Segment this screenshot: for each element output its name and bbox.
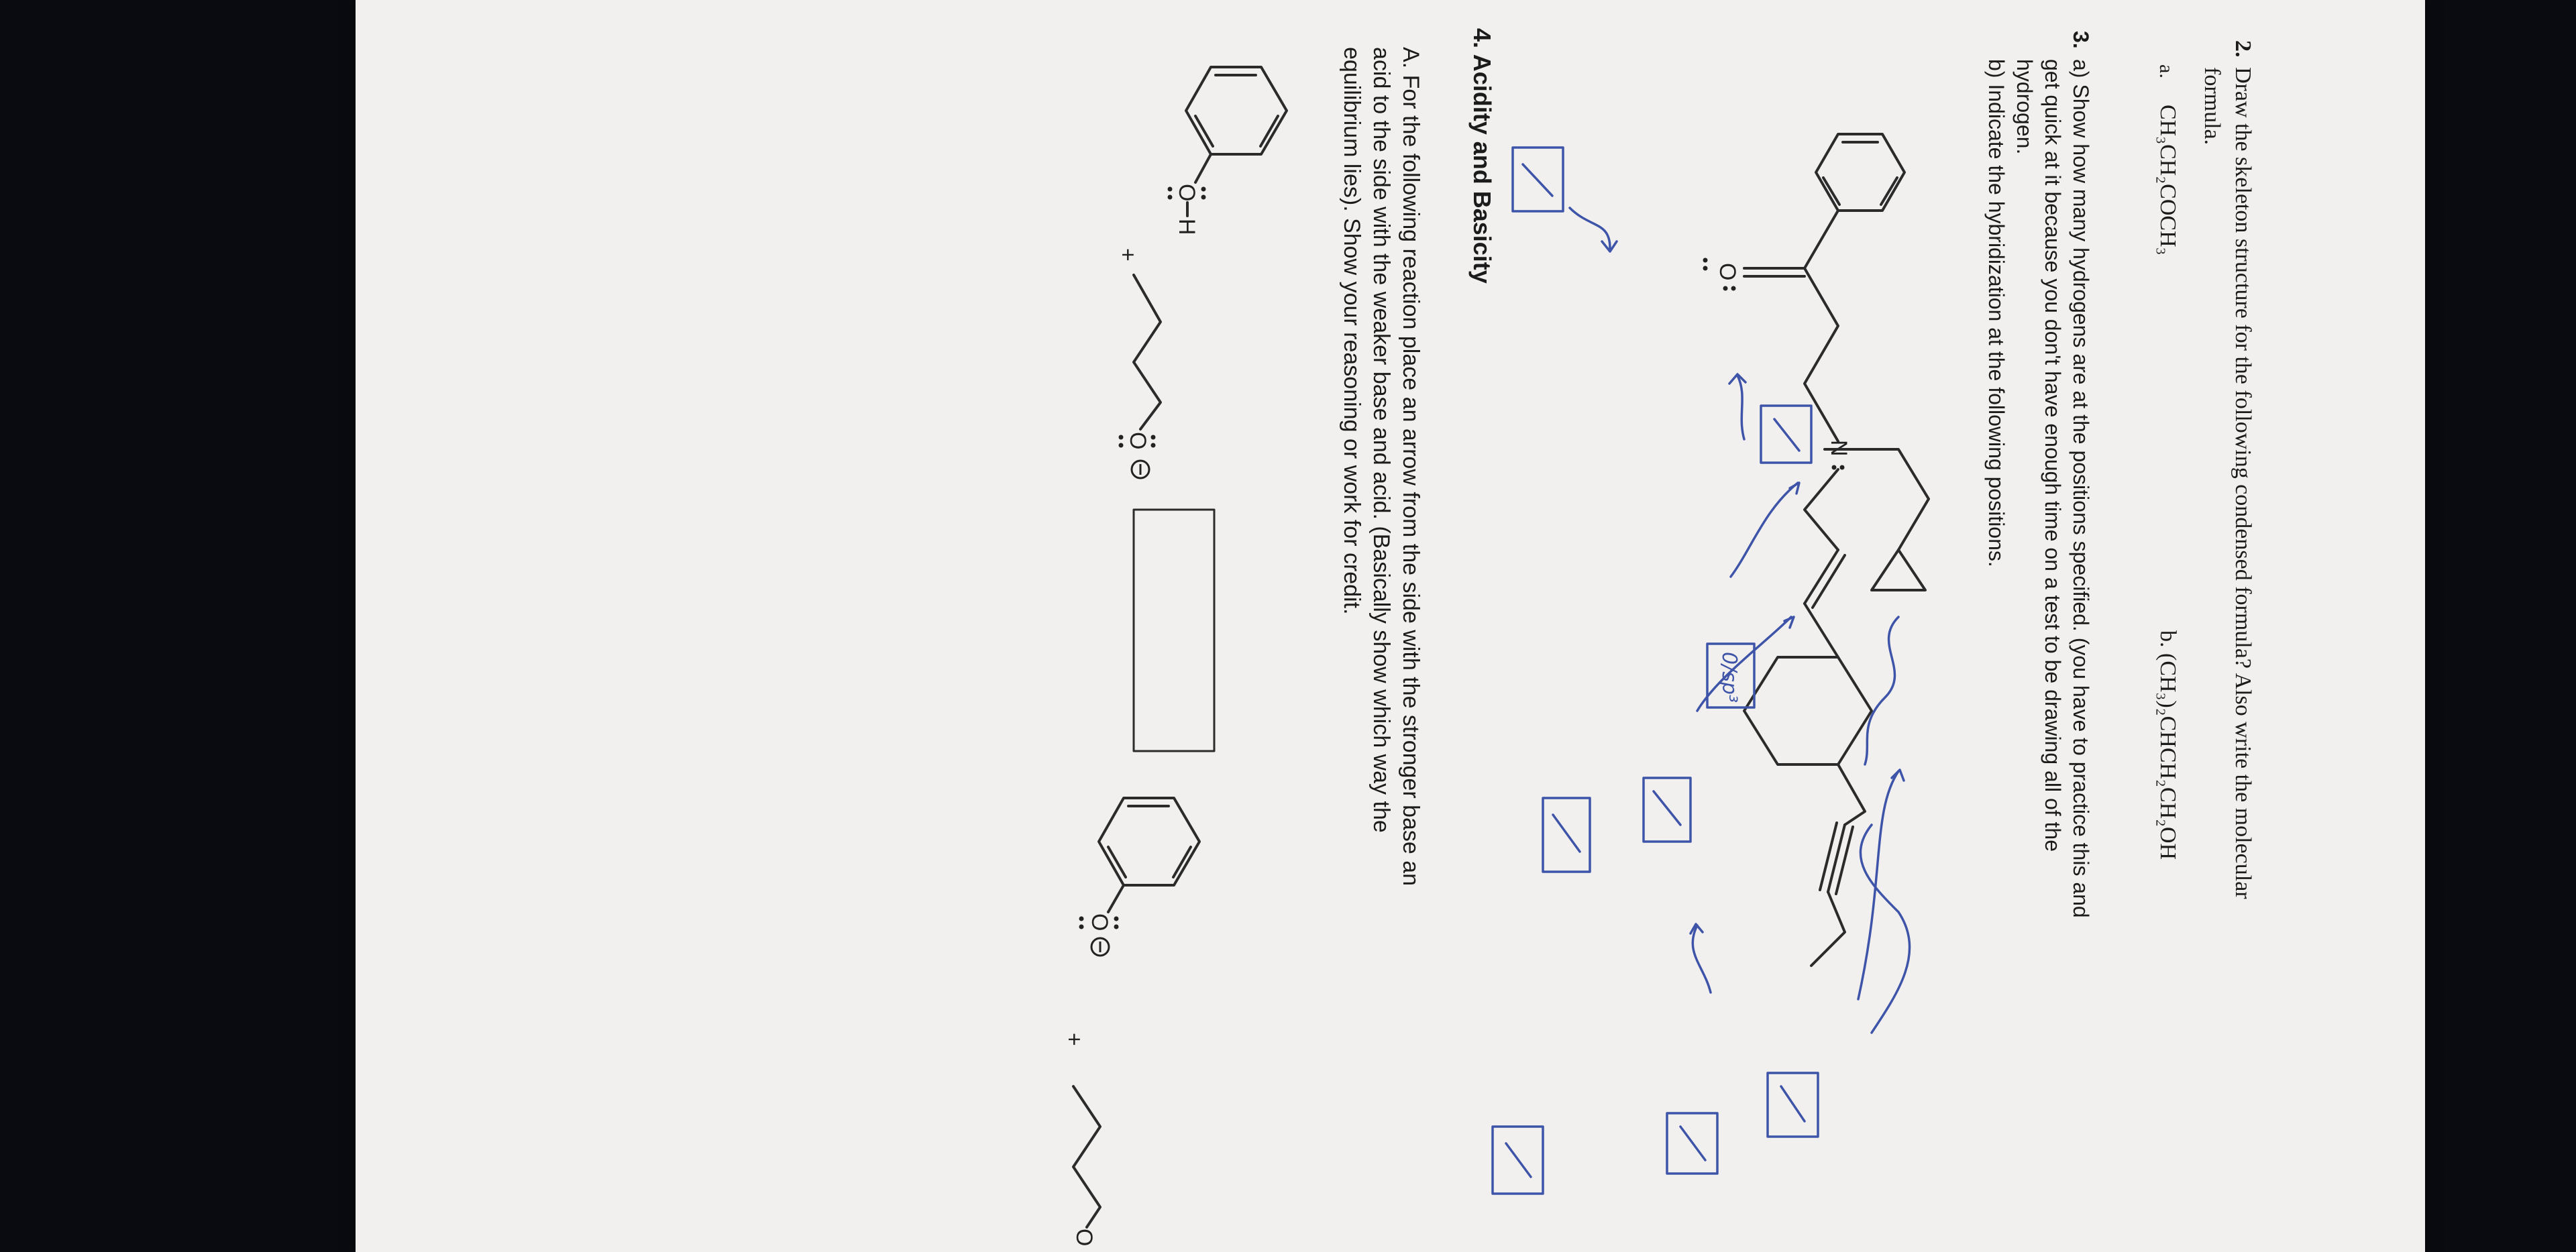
- q4-line3: equilibrium lies). Show your reasoning or work for credit.: [1339, 47, 1364, 615]
- phenol-reactant: [1168, 67, 1287, 235]
- q2-prompt-line2: formula.: [2200, 67, 2224, 146]
- q2b-formula: (CH₃)₂CHCH₂CH₂OH: [2155, 653, 2180, 860]
- answer-box-carbonyl-o: [1729, 374, 1811, 463]
- q3-line2: get quick at it because you don't have enough time on a test to be drawing all of the: [2041, 59, 2065, 852]
- worksheet-page: [382, 28, 2274, 1247]
- q4-line1: A. For the following reaction place an arrow from the side with the stronger base an: [1398, 47, 1424, 887]
- q3-number: 3.: [2069, 31, 2093, 49]
- answer-box-phenyl: [1513, 148, 1617, 251]
- cyclopropyl-branch: [1825, 449, 1929, 590]
- nitrogen-label: N: [1826, 440, 1851, 457]
- answer-box-terminal: [1493, 924, 1711, 1194]
- answer-box-alkyne-ch2: [1667, 825, 1910, 1174]
- answer-box-nitrogen: [1707, 483, 1799, 707]
- q2-prompt-line1: Draw the skeleton structure for the following condensed formula? Also write the molecular: [2231, 67, 2255, 899]
- q2b-label: b.: [2155, 630, 2180, 648]
- q2-number: 2.: [2231, 40, 2255, 58]
- equilibrium-arrow-box[interactable]: [1134, 510, 1214, 751]
- propoxide-oxygen-label: O: [1125, 432, 1150, 450]
- propanol-product: [1071, 1086, 1100, 1246]
- phenol-oxygen-label: O: [1174, 184, 1199, 202]
- q3-line4: b) Indicate the hybridization at the following positions.: [1984, 59, 2008, 567]
- alkyne-chain: [1811, 764, 1865, 966]
- phenoxide-product: [1079, 798, 1200, 956]
- reaction-plus-1: +: [1115, 248, 1140, 262]
- carbonyl-oxygen-label: O: [1715, 263, 1740, 281]
- propoxide-reactant: [1119, 275, 1161, 478]
- q3-line3: hydrogen.: [2012, 59, 2037, 155]
- q2a-formula: CH₃CH₂COCH₃: [2155, 105, 2180, 255]
- q4-heading: 4. Acidity and Basicity: [1468, 28, 1496, 284]
- reaction-plus-2: +: [1061, 1033, 1087, 1046]
- phenol-hydrogen-label: H: [1174, 219, 1199, 235]
- phenyl-ring: [1816, 134, 1904, 211]
- carbonyl-group: [1703, 211, 1839, 291]
- hybridization-answer: 0/sp³: [1717, 652, 1741, 703]
- phenoxide-oxygen-label: O: [1087, 913, 1112, 931]
- propanol-oxygen-label: O: [1071, 1229, 1097, 1247]
- cyclohexane-ring: [1744, 657, 1872, 764]
- q3-line1: a) Show how many hydrogens are at the positions specified. (you have to practice this and: [2069, 59, 2093, 918]
- q4-line2: acid to the side with the weaker base and acid. (Basically show which way the: [1368, 47, 1394, 833]
- structure-drawings: [382, 40, 2274, 1247]
- answer-box-alkene: [1644, 617, 1794, 842]
- alkene-chain: [1805, 469, 1845, 657]
- q2a-label: a.: [2155, 64, 2178, 78]
